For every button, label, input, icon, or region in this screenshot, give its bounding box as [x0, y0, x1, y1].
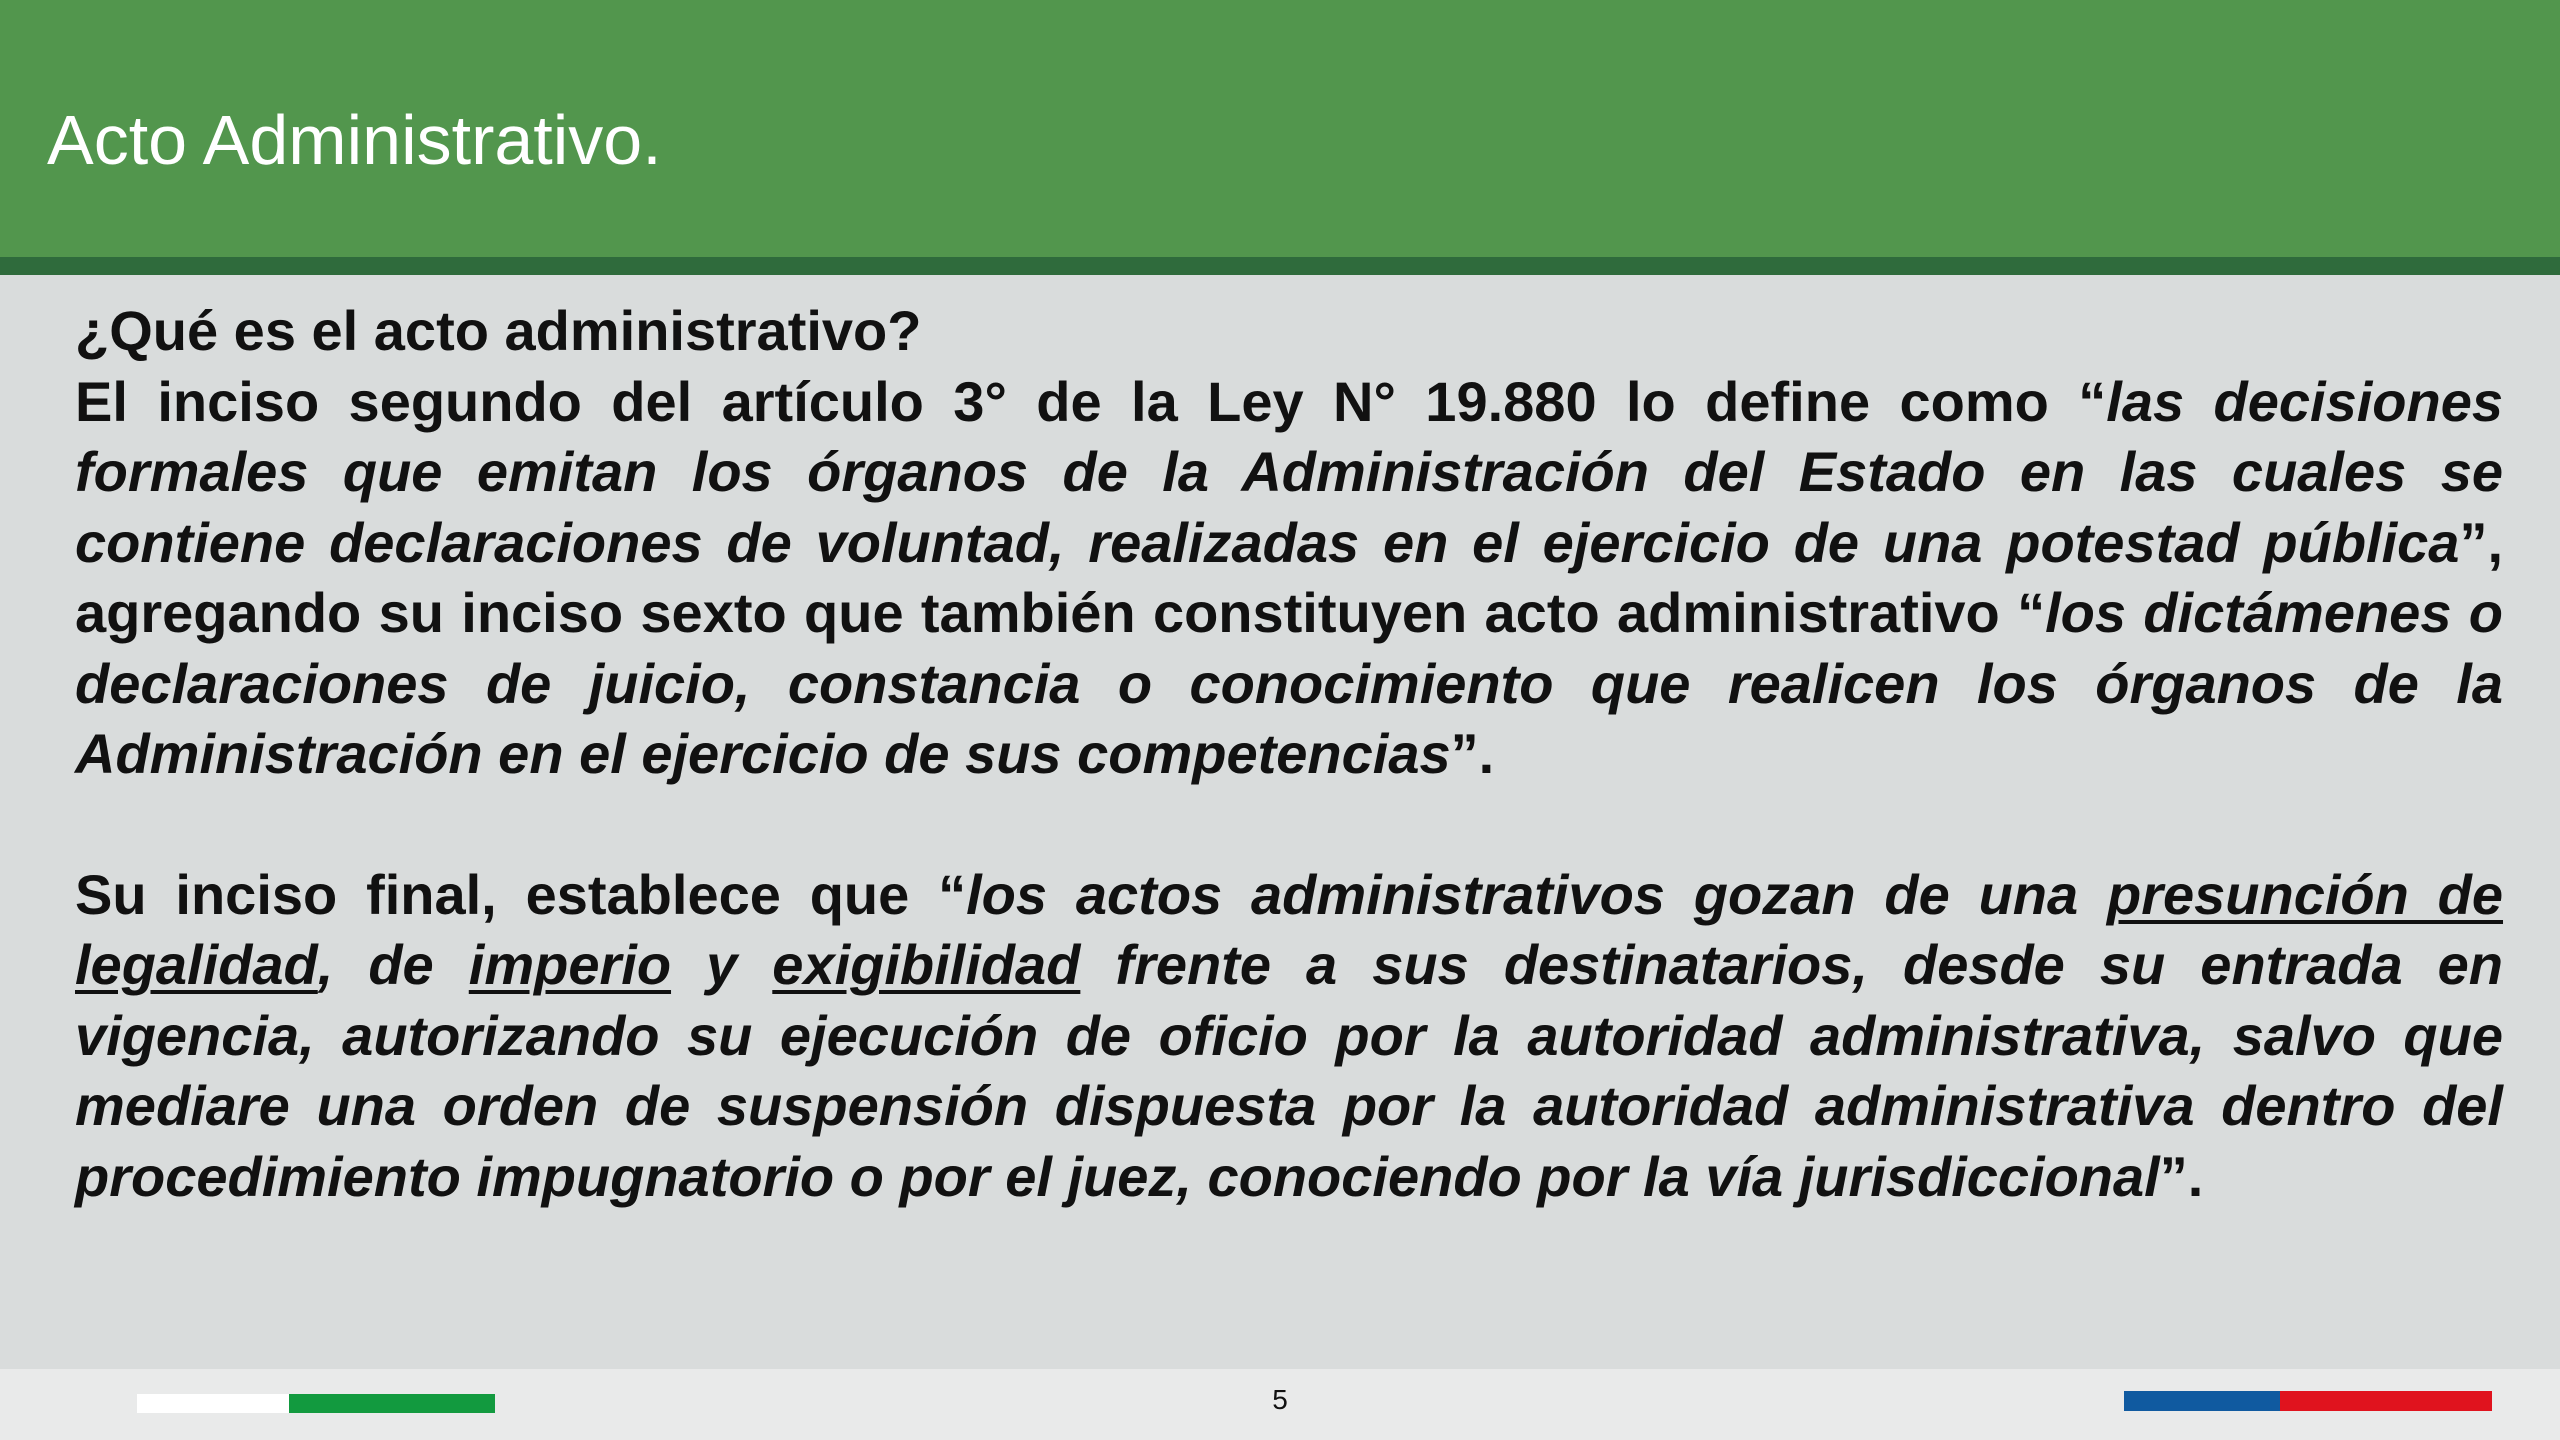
paragraph2-intro: Su inciso final, establece que “ — [75, 862, 967, 926]
paragraph1-quote2: los dictámenes o declaraciones de juicio, constancia o conocimiento que realicen los órganos de la Administración en el ejercicio de sus competencias — [75, 581, 2503, 785]
flag-red-segment — [2280, 1391, 2492, 1411]
flag-white-segment — [137, 1394, 289, 1413]
footer-flag-right — [2124, 1391, 2492, 1411]
final-clause-paragraph — [75, 860, 2503, 1213]
footer-flag-left — [137, 1394, 495, 1413]
paragraph1-quote1: las decisiones formales que emitan los órganos de la Administración del Estado en las cuales se contiene declaraciones de voluntad, realizadas en el ejercicio de una potestad pública — [75, 369, 2504, 574]
paragraph2-quote-d: frente a sus destinatarios, desde su entrada en vigencia, autorizando su ejecución de oficio por la autoridad administrativa, salvo que mediare una orden de suspensión dispuesta por la autoridad administrativa dentro del procedimiento impugnatorio o por el juez, conociendo por la vía jurisdiccional — [75, 933, 2503, 1208]
paragraph1-end: ”. — [1450, 722, 1495, 785]
paragraph2-quote-a: los actos administrativos gozan de una — [966, 862, 2107, 926]
header-divider — [0, 257, 2560, 275]
underline-exigibilidad: exigibilidad — [772, 933, 1081, 996]
paragraph2-end: ”. — [2159, 1144, 2204, 1208]
paragraph2-quote-c: y — [671, 933, 773, 996]
paragraph2-quote-b: , de — [317, 933, 469, 996]
definition-paragraph — [75, 367, 2503, 790]
page-number: 5 — [1272, 1384, 1288, 1415]
slide-body — [75, 296, 2503, 1212]
paragraph1-intro: El inciso segundo del artículo 3° de la Ley N° 19.880 lo define como “ — [75, 369, 2107, 433]
question-heading: ¿Qué es el acto administrativo? — [75, 299, 922, 362]
underline-presuncion: presunción de legalidad — [75, 862, 2504, 996]
slide-title: Acto Administrativo. — [47, 101, 662, 179]
flag-blue-segment — [2124, 1391, 2280, 1411]
flag-green-segment — [289, 1394, 495, 1413]
underline-imperio: imperio — [468, 933, 672, 996]
slide-header — [0, 0, 2560, 257]
paragraph1-middle: ”, agregando su inciso sexto que también constituyen acto administrativo “ — [75, 510, 2503, 644]
